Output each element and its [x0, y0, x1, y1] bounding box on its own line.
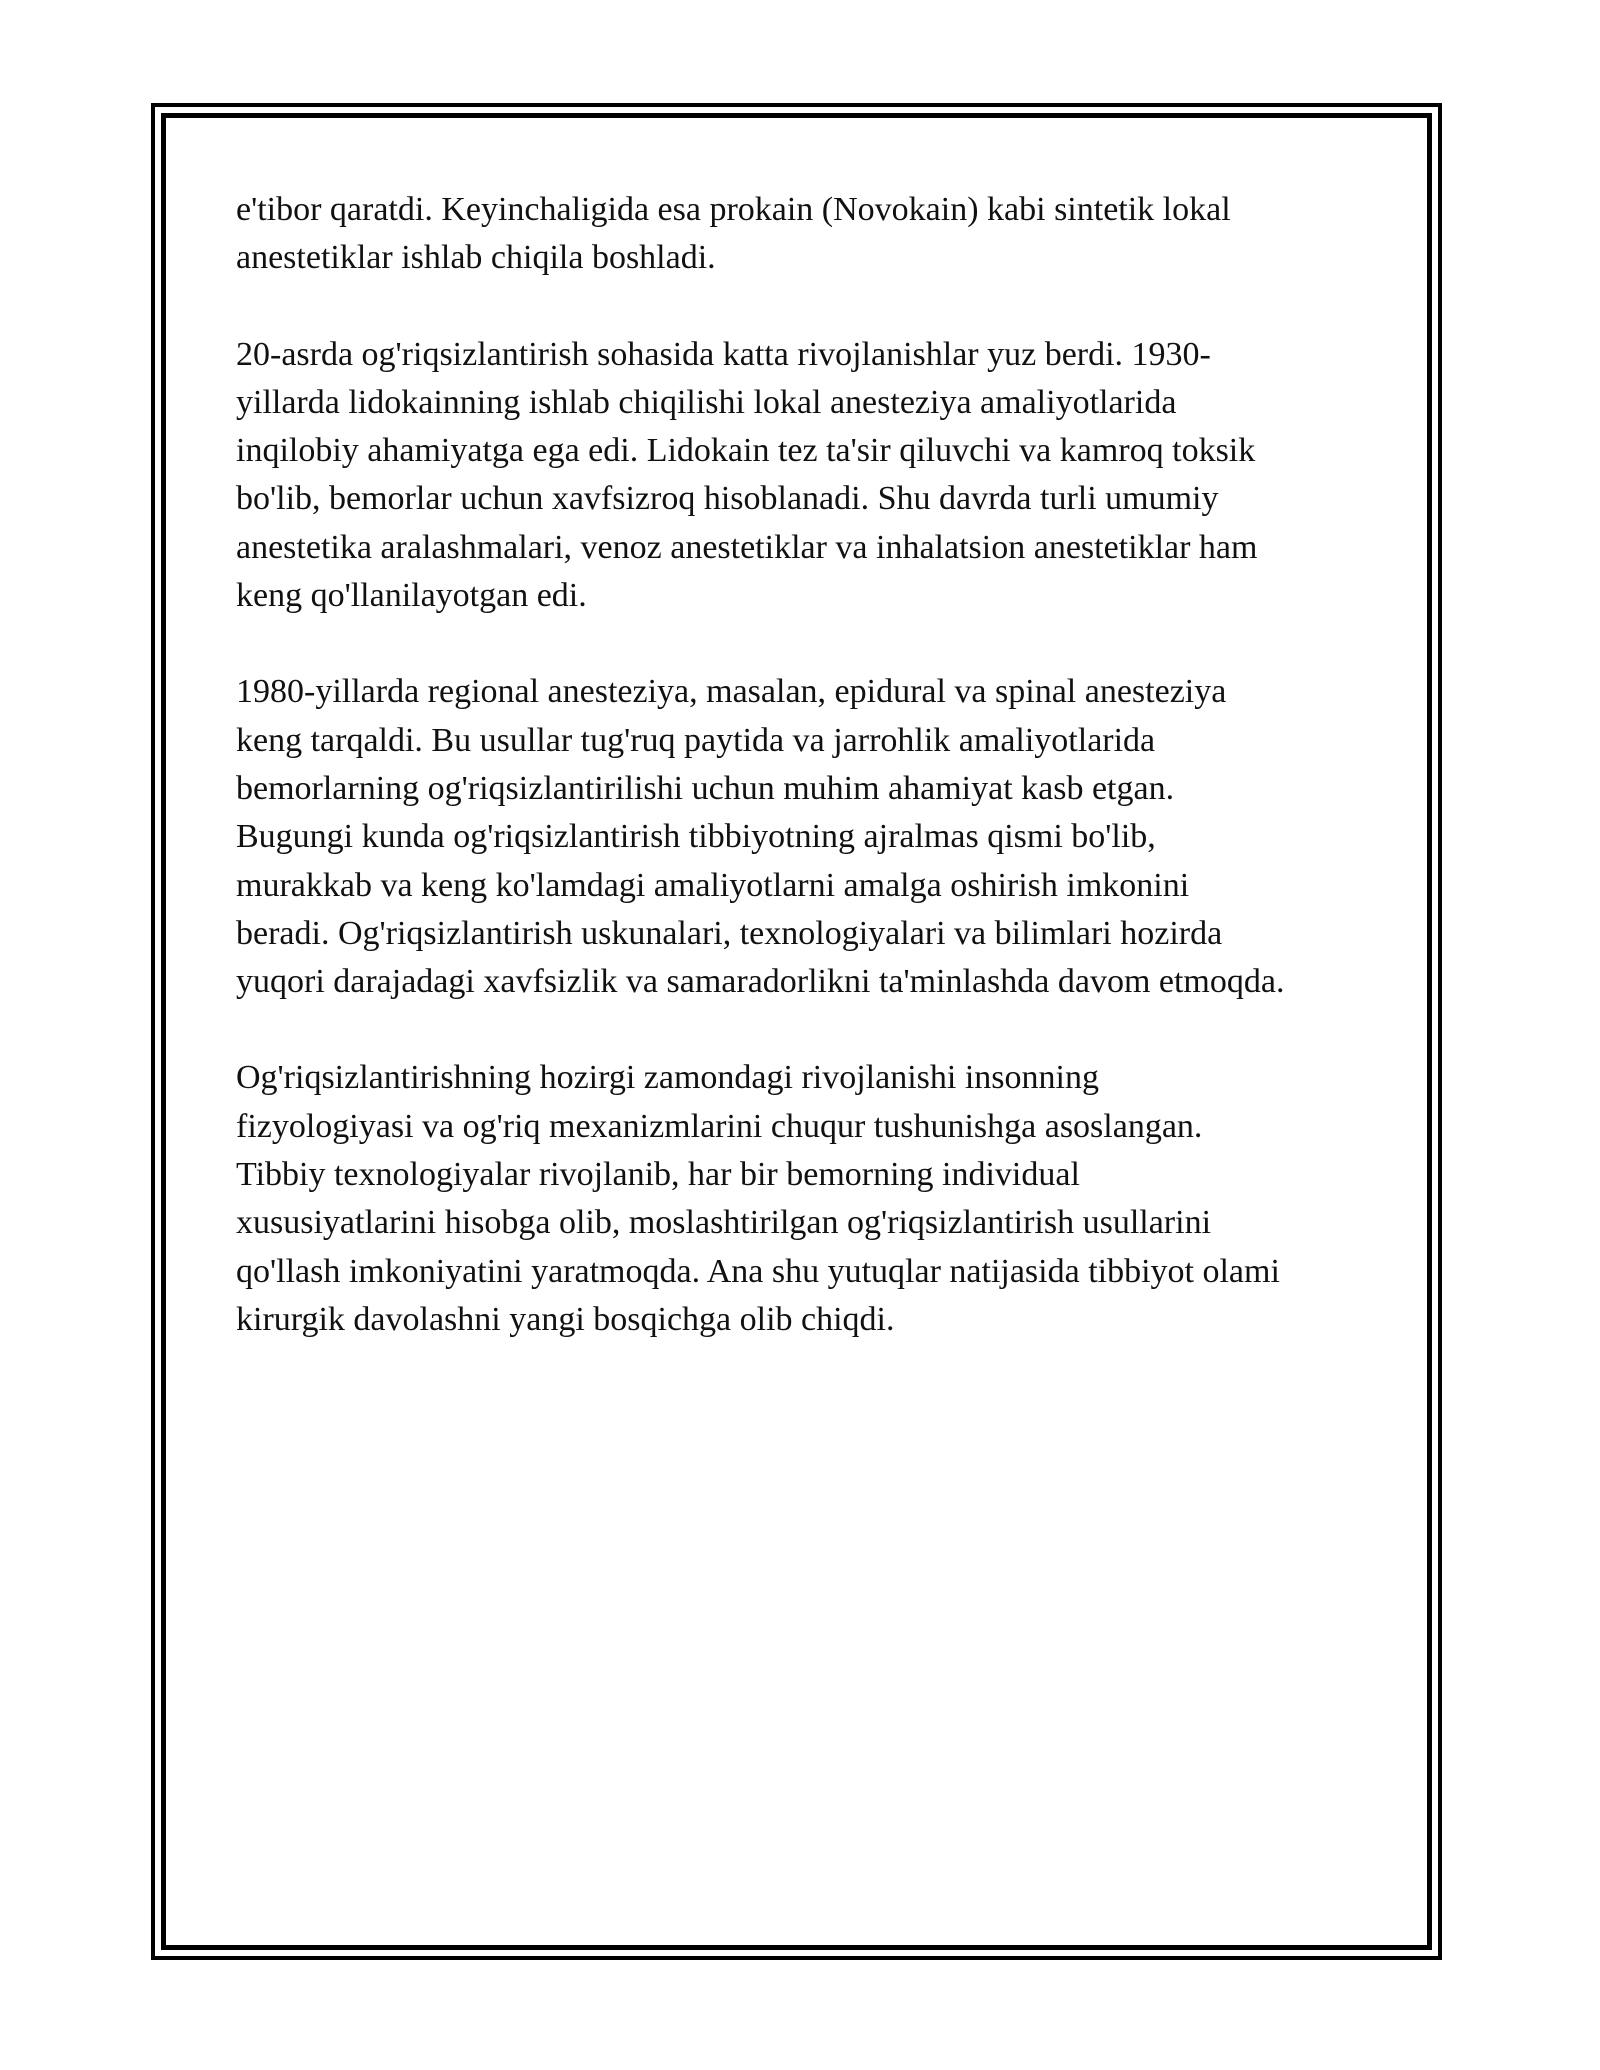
- document-body: [236, 186, 1366, 1392]
- paragraph-1: e'tibor qaratdi. Keyinchaligida esa prokain (Novokain) kabi sintetik lokal anestetiklar ishlab chiqila boshladi.: [236, 191, 1231, 277]
- paragraph-3: 1980-yillarda regional anesteziya, masalan, epidural va spinal anesteziya keng tarqaldi. Bu usullar tug'ruq paytida va jarrohlik amaliyotlarida bemorlarning og'riqsizlantirilishi uchun muhim ahamiyat kasb etgan. Bugungi kunda og'riqsizlantirish tibbiyotning ajralmas qismi bo'lib, murakkab va keng ko'lamdagi amaliyotlarni amalga oshirish imkonini beradi. Og'riqsizlantirish uskunalari, texnologiyalari va bilimlari hozirda yuqori darajadagi xavfsizlik va samaradorlikni ta'minlashda davom etmoqda.: [236, 673, 1285, 1001]
- paragraph-4: Og'riqsizlantirishning hozirgi zamondagi rivojlanishi insonning fizyologiyasi va og'riq mexanizmlarini chuqur tushunishga asoslangan. Tibbiy texnologiyalar rivojlanib, har bir bemorning individual xususiyatlarini hisobga olib, moslashtirilgan og'riqsizlantirish usullarini qo'llash imkoniyatini yaratmoqda. Ana shu yutuqlar natijasida tibbiyot olami kirurgik davolashni yangi bosqichga olib chiqdi.: [236, 1059, 1280, 1338]
- paragraph-2: 20-asrda og'riqsizlantirish sohasida katta rivojlanishlar yuz berdi. 1930- yillarda lidokainning ishlab chiqilishi lokal anesteziya amaliyotlarida inqilobiy ahamiyatga ega edi. Lidokain tez ta'sir qiluvchi va kamroq toksik bo'lib, bemorlar uchun xavfsizroq hisoblanadi. Shu davrda turli umumiy anestetika aralashmalari, venoz anestetiklar va inhalatsion anestetiklar ham keng qo'llanilayotgan edi.: [236, 335, 1258, 615]
